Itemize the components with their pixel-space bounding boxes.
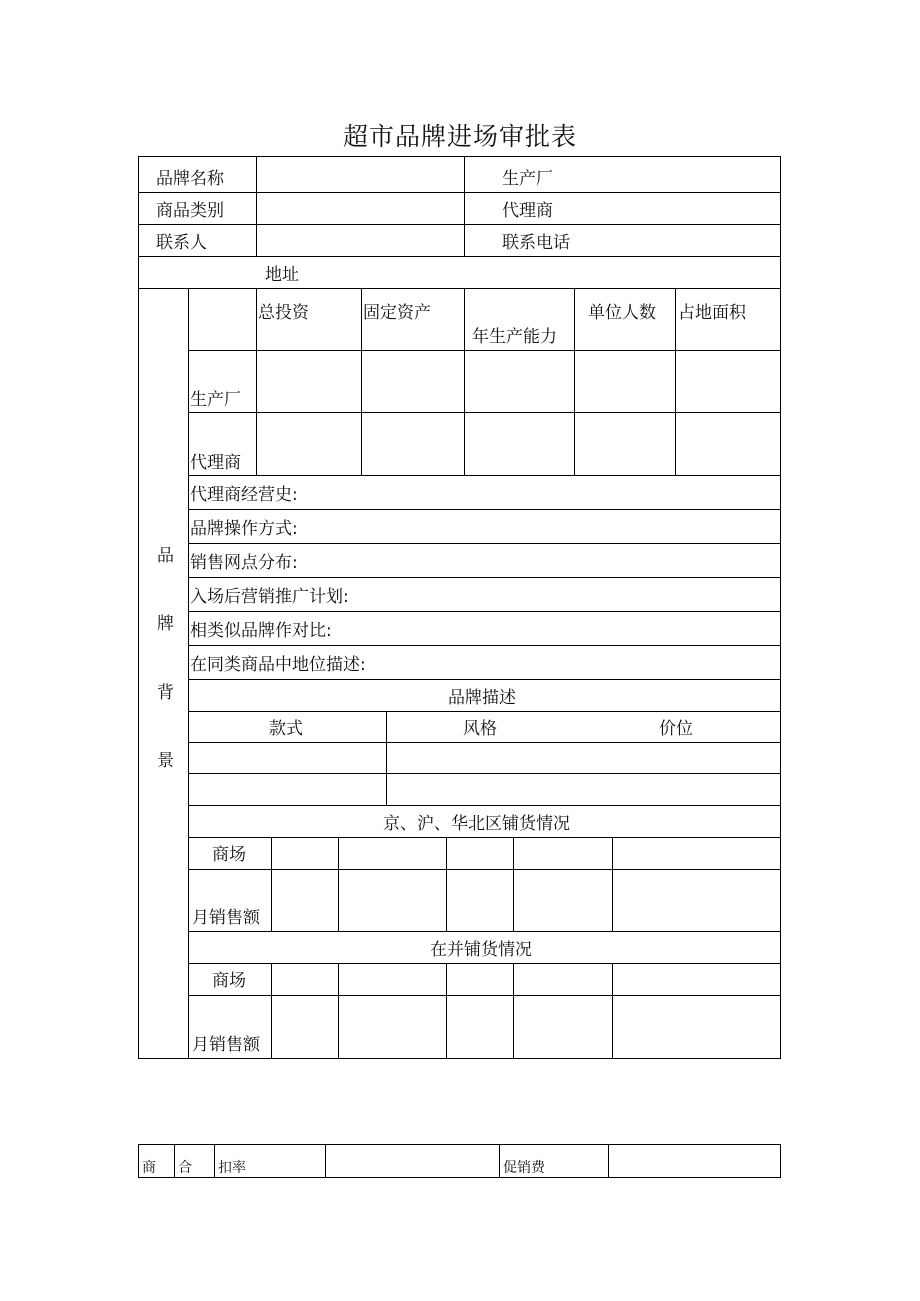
table-rule-horizontal <box>188 931 781 932</box>
table-rule-vertical <box>464 288 465 475</box>
question-label: 相类似品牌作对比: <box>190 621 332 641</box>
invest-header: 年生产能力 <box>472 327 557 347</box>
footer-cell-label: 促销费 <box>503 1160 545 1176</box>
brand-desc-header: 款式 <box>269 719 303 739</box>
footer-cell-label: 商 <box>142 1160 156 1176</box>
table-rule-vertical <box>271 963 272 1059</box>
table-rule-horizontal <box>188 350 781 351</box>
table-rule-vertical <box>612 837 613 931</box>
distribution-row-label: 月销售额 <box>192 908 260 928</box>
table-rule-horizontal <box>188 773 781 774</box>
table-rule-horizontal <box>188 412 781 413</box>
distribution-row-label: 商场 <box>212 971 246 991</box>
table-rule-vertical <box>499 1144 500 1178</box>
table-rule-vertical <box>271 837 272 931</box>
table-rule-vertical <box>386 711 387 805</box>
table-rule-vertical <box>446 963 447 1059</box>
table-rule-vertical <box>338 963 339 1059</box>
table-rule-horizontal <box>138 288 781 289</box>
invest-header: 占地面积 <box>678 303 746 323</box>
question-label: 品牌操作方式: <box>190 519 298 539</box>
table-rule-horizontal <box>188 869 781 870</box>
brand-name-label: 品牌名称 <box>156 169 224 189</box>
invest-row-label: 代理商 <box>190 453 241 473</box>
invest-header: 单位人数 <box>588 303 656 323</box>
brand-desc-title: 品牌描述 <box>448 688 516 708</box>
table-rule-vertical <box>675 288 676 475</box>
table-rule-vertical <box>214 1144 215 1178</box>
distribution-row-label: 商场 <box>212 845 246 865</box>
table-rule-horizontal <box>188 742 781 743</box>
distribution-row-label: 月销售额 <box>192 1035 260 1055</box>
table-rule-horizontal <box>188 995 781 996</box>
question-label: 代理商经营史: <box>190 485 298 505</box>
table-rule-horizontal <box>138 192 781 193</box>
brand-desc-header: 风格 <box>463 719 497 739</box>
table-rule-horizontal <box>138 224 781 225</box>
table-rule-horizontal <box>188 711 781 712</box>
table-rule-vertical <box>256 288 257 475</box>
agent-label: 代理商 <box>502 201 553 221</box>
table-rule-vertical <box>513 837 514 931</box>
invest-header: 总投资 <box>258 303 309 323</box>
side-label-char: 背 <box>157 683 174 703</box>
invest-header: 固定资产 <box>363 303 431 323</box>
footer-cell-label: 扣率 <box>218 1160 246 1176</box>
category-label: 商品类别 <box>156 201 224 221</box>
table-rule-vertical <box>338 837 339 931</box>
table-rule-vertical <box>446 837 447 931</box>
table-rule-vertical <box>174 1144 175 1178</box>
invest-row-label: 生产厂 <box>190 390 241 410</box>
table-rule-horizontal <box>188 679 781 680</box>
table-rule-horizontal <box>188 645 781 646</box>
table-rule-vertical <box>361 288 362 475</box>
table-rule-horizontal <box>188 509 781 510</box>
manufacturer-label: 生产厂 <box>502 169 553 189</box>
side-label-char: 品 <box>157 546 174 566</box>
distribution-north-title: 京、沪、华北区铺货情况 <box>383 814 570 834</box>
distribution-local-title: 在并铺货情况 <box>430 940 532 960</box>
side-label-char: 景 <box>157 751 174 771</box>
table-rule-horizontal <box>188 805 781 806</box>
table-rule-vertical <box>513 963 514 1059</box>
table-rule-horizontal <box>188 963 781 964</box>
form-title: 超市品牌进场审批表 <box>342 122 577 151</box>
table-rule-horizontal <box>138 256 781 257</box>
table-rule-horizontal <box>188 543 781 544</box>
table-rule-vertical <box>574 288 575 475</box>
table-rule-vertical <box>188 288 189 1059</box>
table-rule-horizontal <box>188 475 781 476</box>
table-rule-horizontal <box>188 577 781 578</box>
address-label: 地址 <box>265 265 299 285</box>
table-rule-vertical <box>464 156 465 256</box>
table-rule-horizontal <box>188 837 781 838</box>
table-rule-vertical <box>325 1144 326 1178</box>
side-label-char: 牌 <box>157 614 174 634</box>
phone-label: 联系电话 <box>502 233 570 253</box>
question-label: 入场后营销推广计划: <box>190 587 349 607</box>
table-rule-vertical <box>612 963 613 1059</box>
question-label: 在同类商品中地位描述: <box>190 655 366 675</box>
contact-label: 联系人 <box>156 233 207 253</box>
question-label: 销售网点分布: <box>190 553 298 573</box>
table-rule-horizontal <box>188 611 781 612</box>
table-rule-vertical <box>256 156 257 256</box>
table-rule-vertical <box>608 1144 609 1178</box>
brand-desc-header: 价位 <box>659 719 693 739</box>
footer-cell-label: 合 <box>178 1160 192 1176</box>
